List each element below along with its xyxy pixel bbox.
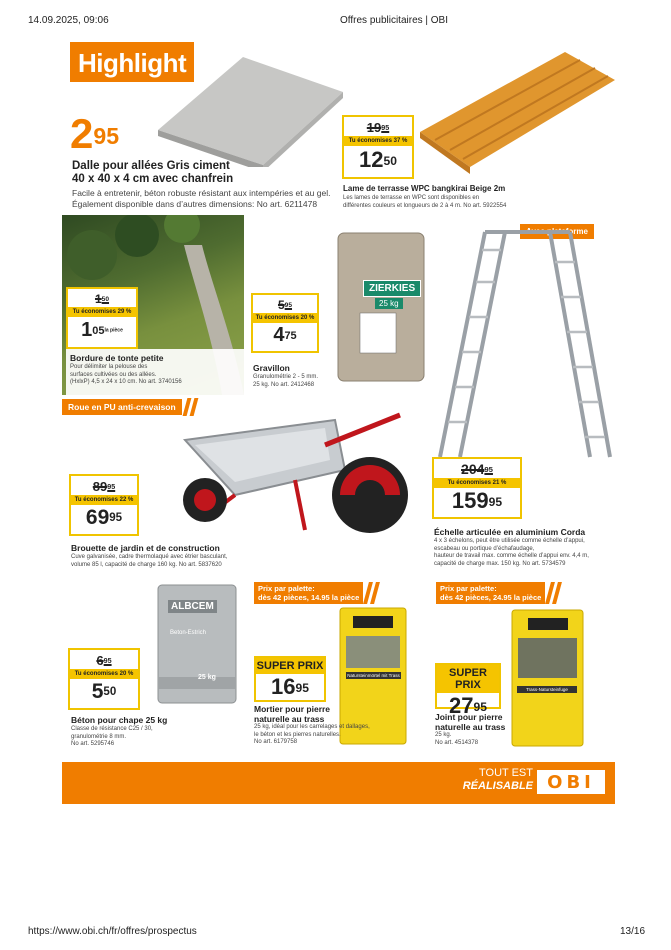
print-page-number: 13/16 <box>620 926 646 937</box>
mortar-desc-1: 25 kg, idéal pour les carrelages et dallages, <box>254 724 370 730</box>
highlight-title-2: 40 x 40 x 4 cm avec chanfrein <box>72 173 234 185</box>
gravel-new-price: $4^{75}$ <box>273 324 297 346</box>
ladder-title: Échelle articulée en aluminium Corda <box>434 527 586 537</box>
gravel-price-box <box>251 293 319 353</box>
terrace-new-price: $12^{50}$ <box>359 147 397 172</box>
mortar-pallet-banner <box>254 582 377 604</box>
joint-title-1: Joint pour pierre <box>435 712 503 722</box>
edging-desc-3: (HxlxP) 4,5 x 24 x 10 cm. No art. 3740156 <box>70 379 182 385</box>
ladder-old-price: $204^{95}$ <box>461 461 493 477</box>
ladder-price-box <box>432 457 522 519</box>
concrete-old-price: $6^{95}$ <box>96 653 112 668</box>
gravel-bag-weight: 25 kg <box>375 298 403 309</box>
wheelbarrow-desc-1: Cuve galvanisée, cadre thermolaqué avec étrier basculant, <box>71 554 228 560</box>
edging-title: Bordure de tonte petite <box>70 353 164 363</box>
highlight-price-dec: 95 <box>93 123 120 150</box>
mortar-desc-2: le béton et les pierres naturelles. <box>254 731 341 738</box>
print-datetime: 14.09.2025, 09:06 <box>28 15 109 26</box>
joint-banner-2: dès 42 pièces, 24.95 la pièce <box>440 593 542 602</box>
terrace-old-price: $19^{95}$ <box>366 120 390 135</box>
concrete-saving: Tu économises 20 % <box>70 669 138 679</box>
ladder-desc-1: 4 x 3 échelons, peut être utilisée comme échelle d’appui, <box>434 538 585 544</box>
terrace-price-box <box>342 115 414 179</box>
concrete-desc-1: Classe de résistance C25 / 30, <box>71 726 153 732</box>
wheelbarrow-desc-2: volume 85 l, capacité de charge 160 kg. No art. 5837620 <box>71 561 222 568</box>
edging-saving: Tu économises 29 % <box>68 307 136 317</box>
gravel-desc-2: 25 kg. No art. 2412468 <box>253 381 315 388</box>
gravel-title: Gravillon <box>253 363 290 373</box>
edging-desc-2: surfaces cultivées ou des allées. <box>70 371 157 378</box>
edging-new-price: $1^{05}la$ pièce <box>81 319 123 341</box>
joint-pallet-banner <box>436 582 559 604</box>
gravel-desc-1: Granulométrie 2 - 5 mm. <box>253 374 319 380</box>
mortar-bag-label: Natursteinmörtel mit Trass <box>347 673 400 678</box>
highlight-title-1: Dalle pour allées Gris ciment <box>72 160 230 172</box>
concrete-title: Béton pour chape 25 kg <box>71 715 168 725</box>
mortar-title-1: Mortier pour pierre <box>254 704 331 714</box>
ladder-new-price: $159^{95}$ <box>451 488 503 513</box>
obi-logo <box>537 770 605 794</box>
wheelbarrow-title: Brouette de jardin et de construction <box>71 543 220 553</box>
concrete-bag-brand: ALBCEM <box>168 600 217 613</box>
print-title: Offres publicitaires | OBI <box>340 15 449 26</box>
obi-logo-text: OBI <box>547 771 595 793</box>
terrace-desc-2: différentes couleurs et longueurs de 2 à 4 m. No art. 5922554 <box>343 202 507 209</box>
concrete-bag-sub: Beton-Estrich <box>170 630 207 636</box>
highlight-price <box>70 112 119 156</box>
highlight-price-int: 2 <box>70 110 94 157</box>
terrace-desc-1: Les lames de terrasse en WPC sont disponibles en <box>343 195 480 201</box>
wheelbarrow-price-box <box>69 474 139 536</box>
edging-price-box <box>66 287 138 349</box>
concrete-desc-2: granulométrie 8 mm. <box>71 733 127 740</box>
ladder-badge: Avec plateforme <box>520 224 594 239</box>
wheelbarrow-new-price: $69^{95}$ <box>85 506 123 529</box>
paving-slab-image <box>148 52 348 167</box>
concrete-bag-weight: 25 kg <box>198 674 216 681</box>
wheelbarrow-old-price: $89^{95}$ <box>92 479 116 494</box>
edging-info <box>66 349 244 396</box>
mortar-superprix: SUPER PRIX <box>256 660 324 672</box>
edging-old-price: $1^{50}$ <box>94 292 110 306</box>
concrete-desc-3: No art. 5295746 <box>71 741 115 747</box>
slogan <box>458 767 533 793</box>
mortar-price: $16^{95}$ <box>271 674 309 699</box>
wheelbarrow-image <box>175 400 410 540</box>
highlight-desc-2: Également disponible dans d’autres dimensions: No art. 6211478 <box>72 199 318 209</box>
joint-title-2: naturelle au trass <box>435 722 506 732</box>
mortar-banner-2: dès 42 pièces, 14.95 la pièce <box>258 593 360 602</box>
wheelbarrow-banner-text: Roue en PU anti-crevaison <box>62 399 182 415</box>
ladder-image <box>430 222 615 462</box>
concrete-new-price: $5^{50}$ <box>91 680 117 703</box>
ladder-desc-4: capacité de charge max. 150 kg. No art. 5734579 <box>434 560 566 567</box>
terrace-boards-image <box>415 52 615 177</box>
mortar-banner-1: Prix par palette: <box>258 584 315 593</box>
highlight-desc-1: Facile à entretenir, béton robuste résistant aux intempéries et au gel. <box>72 188 331 198</box>
wheelbarrow-saving: Tu économises 22 % <box>71 495 137 505</box>
gravel-old-price: $5^{95}$ <box>277 298 293 312</box>
concrete-price-box <box>68 648 140 710</box>
slogan-1: TOUT EST <box>479 767 533 779</box>
mortar-title-2: naturelle au trass <box>254 714 325 724</box>
gravel-bag-brand: ZIERKIES <box>363 280 421 297</box>
terrace-saving: Tu économises 37 % <box>344 136 412 146</box>
joint-banner-1: Prix par palette: <box>440 584 497 593</box>
slogan-2: RÉALISABLE <box>462 780 533 792</box>
joint-desc-1: 25 kg. <box>435 732 452 738</box>
joint-superprix: SUPER PRIX <box>437 665 499 693</box>
gravel-saving: Tu économises 20 % <box>253 313 317 323</box>
joint-price: $27^{95}$ <box>449 693 487 718</box>
mortar-price-box <box>254 656 326 702</box>
ladder-saving: Tu économises 21 % <box>434 478 520 488</box>
highlight-label: Highlight <box>70 42 194 82</box>
edging-desc-1: Pour délimiter la pelouse des <box>70 364 148 370</box>
ladder-desc-2: escabeau ou portique d’échafaudage, <box>434 545 535 552</box>
print-url[interactable]: https://www.obi.ch/fr/offres/prospectus <box>28 926 197 937</box>
mortar-desc-3: No art. 6179758 <box>254 739 298 745</box>
ladder-desc-3: hauteur de travail max. comme échelle d’appui env. 4,4 m, <box>434 553 589 559</box>
joint-bag-label: Trass-Natursteinfuge <box>517 686 577 693</box>
joint-desc-2: No art. 4514378 <box>435 739 479 746</box>
terrace-title: Lame de terrasse WPC bangkirai Beige 2m <box>343 184 506 193</box>
